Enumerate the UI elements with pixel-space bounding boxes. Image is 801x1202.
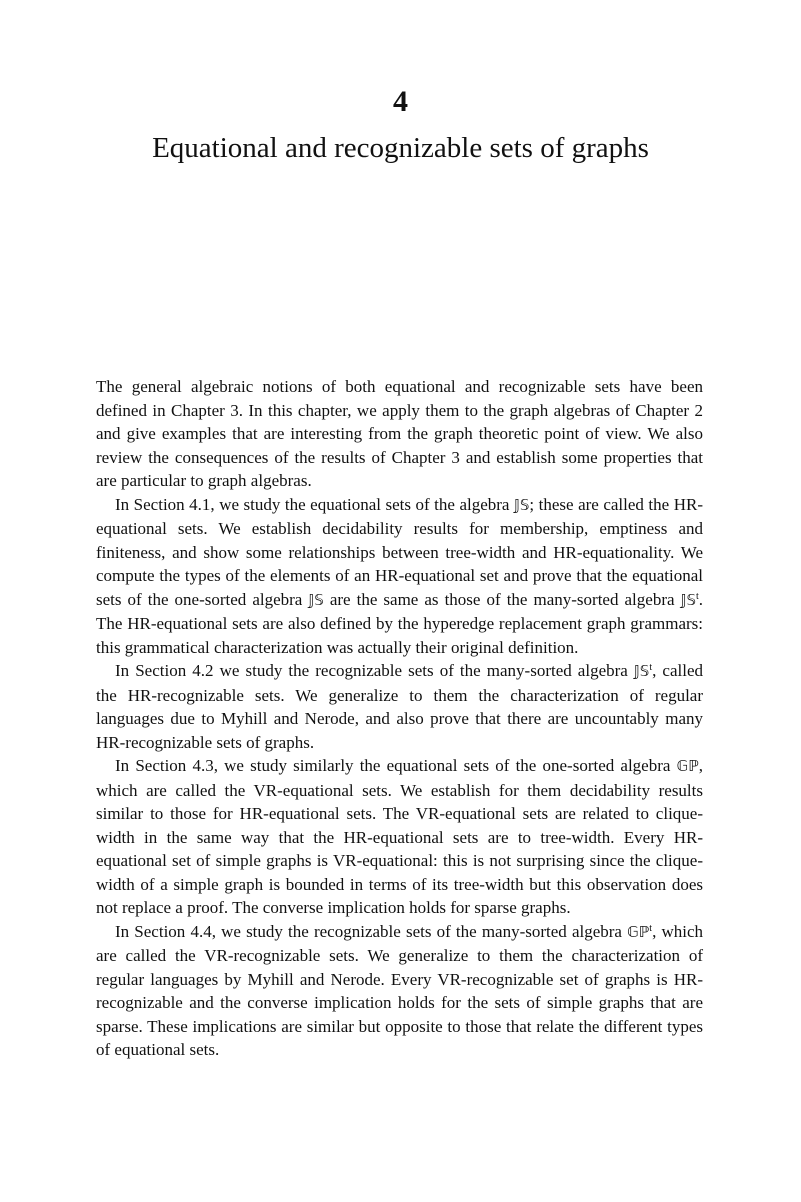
- algebra-js-symbol: 𝕁𝕊: [680, 590, 696, 609]
- superscript-t: t: [649, 662, 653, 673]
- algebra-gp-symbol: 𝔾ℙ: [676, 757, 699, 775]
- paragraph-section-4-3: [96, 754, 703, 920]
- paragraph-section-4-1: [96, 493, 703, 660]
- algebra-js-symbol: 𝕁𝕊: [633, 662, 650, 680]
- chapter-introduction: [96, 375, 703, 1062]
- text-segment: In Section 4.4, we study the recognizable sets of the many-sorted algebra: [115, 921, 628, 941]
- chapter-title: Equational and recognizable sets of graphs: [152, 132, 649, 164]
- text-segment: In Section 4.3, we study similarly the equational sets of the one-sorted algebra: [115, 756, 677, 775]
- text-segment: ; these are called the HR-equational sets. We establish decidability results for membership, emptiness and finiteness, and show some relationships between tree-width and HR-equationality. We compute the types of the elements of an HR-equational set and prove that the equational sets of the one-sorted algebra: [96, 494, 703, 609]
- text-segment: In Section 4.1, we study the equational sets of the algebra: [115, 494, 514, 514]
- text-segment: are the same as those of the many-sorted algebra: [323, 589, 681, 609]
- text-segment: . The HR-equational sets are also defined by the hyperedge replacement graph grammars: this grammatical characterization was actually their original definition.: [96, 589, 704, 657]
- paragraph-section-4-4: [96, 920, 703, 1062]
- superscript-t: t: [695, 590, 699, 602]
- text-segment: , which are called the VR-recognizable sets. We generalize to them the characterization of regular languages by Myhill and Nerode. Every VR-recognizable set of graphs is HR-recognizable and the converse implication holds for the sets of simple graphs that are sparse. These implications are similar but opposite to those that relate the different types of equational sets.: [96, 921, 704, 1059]
- text-segment: In Section 4.2 we study the recognizable sets of the many-sorted algebra: [115, 661, 634, 680]
- text-segment: , called the HR-recognizable sets. We generalize to them the characterization of regular languages due to Myhill and Nerode, and also prove that there are uncountably many HR-recognizable sets of graphs.: [96, 661, 703, 752]
- paragraph-section-4-2: [96, 659, 703, 754]
- algebra-js-symbol: 𝕁𝕊: [513, 495, 530, 514]
- superscript-t: t: [649, 922, 653, 934]
- text-segment: , which are called the VR-equational sets. We establish for them decidability results similar to those for HR-equational sets. The VR-equational sets are related to clique-width in the same way that the HR-equational sets are to tree-width. Every HR-equational set of simple graphs is VR-equational: this is not surprising since the clique-width of a simple graph is bounded in terms of its tree-width but this observation does not replace a proof. The converse implication holds for sparse graphs.: [96, 756, 703, 917]
- paragraph-overview-text: The general algebraic notions of both equational and recognizable sets have been defined in Chapter 3. In this chapter, we apply them to the graph algebras of Chapter 2 and give examples that are interesting from the graph theoretic point of view. We also review the consequences of the results of Chapter 3 and establish some properties that are particular to graph algebras.: [96, 377, 703, 490]
- paragraph-overview: [96, 375, 703, 493]
- algebra-js-symbol: 𝕁𝕊: [308, 590, 324, 609]
- algebra-gp-symbol: 𝔾ℙ: [627, 922, 650, 941]
- chapter-number: 4: [393, 85, 408, 118]
